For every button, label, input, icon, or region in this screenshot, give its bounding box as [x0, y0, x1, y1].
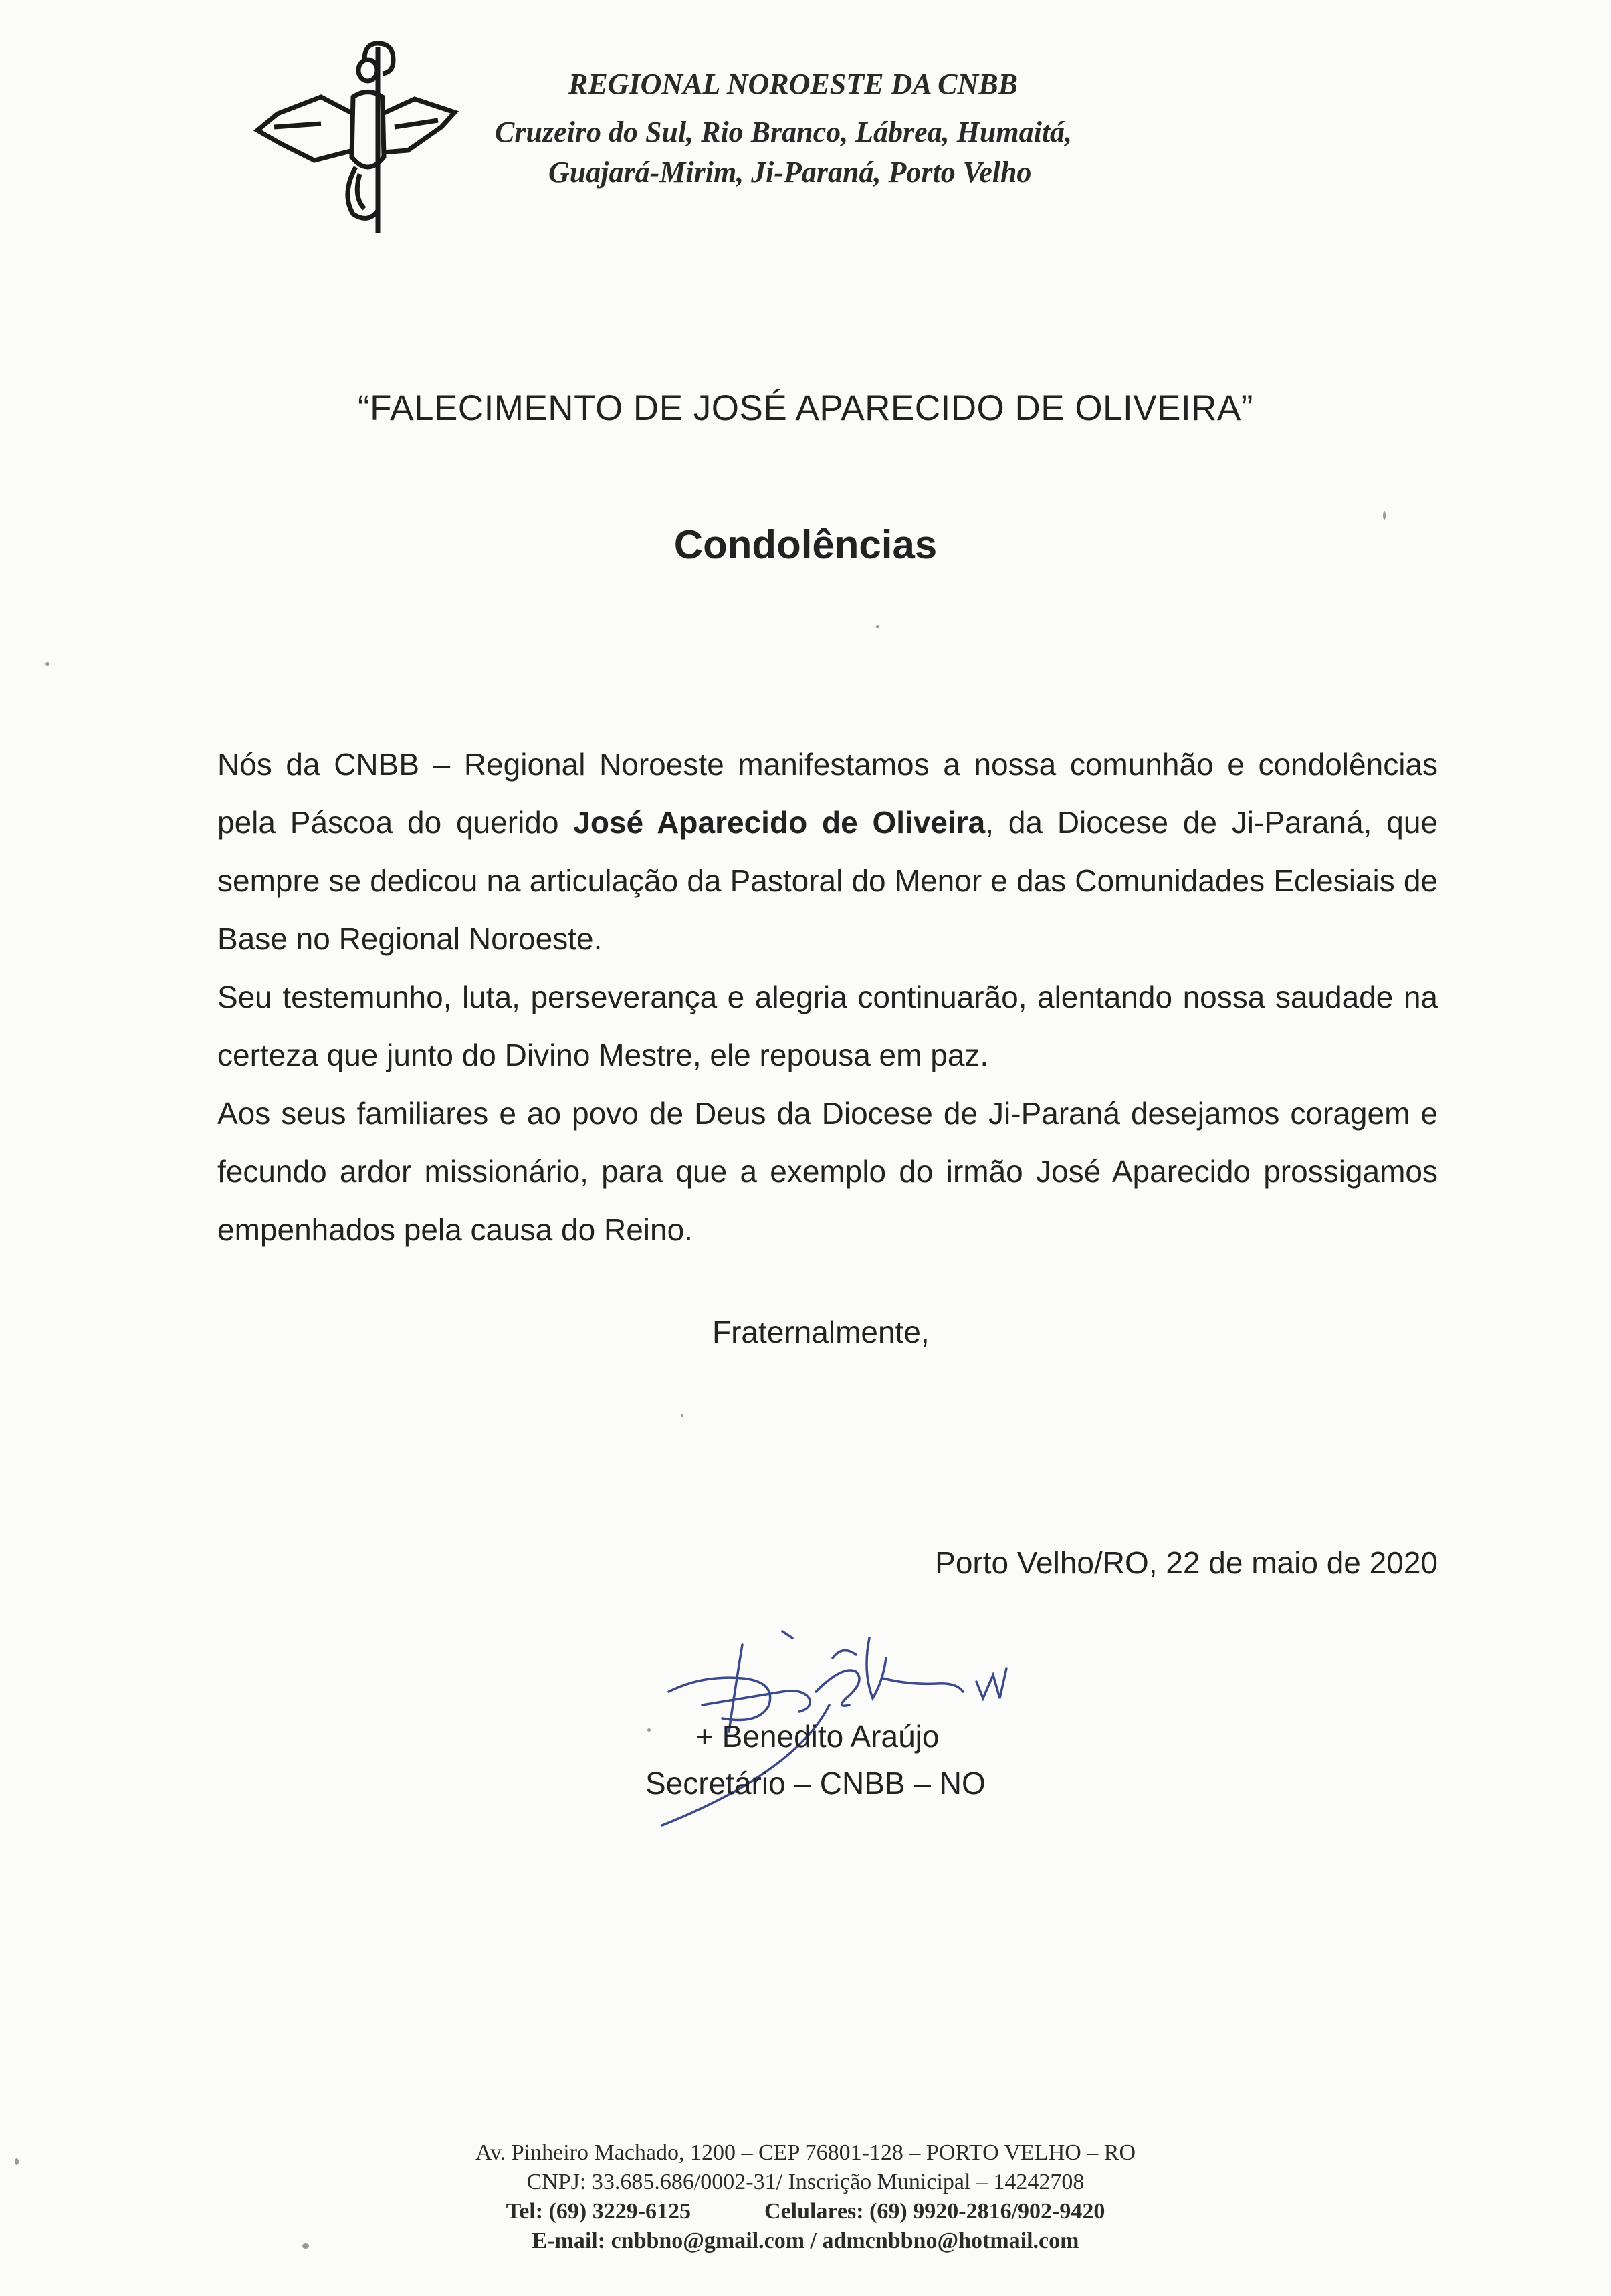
scan-speck [647, 1728, 651, 1732]
scan-speck [1383, 511, 1386, 520]
footer-cell: Celulares: (69) 9920-2816/902-9420 [764, 2199, 1105, 2224]
letter-body [217, 735, 1438, 1259]
scan-speck [681, 1414, 683, 1417]
scan-speck [45, 662, 49, 666]
letter-footer [0, 2138, 1611, 2256]
letterhead-dioceses-line2: Guajará-Mirim, Ji-Paraná, Porto Velho [548, 156, 1032, 189]
body-p1-text-a: Nós da CNBB – Regional Noroeste manifestamos a nossa comunhão e condolências pela Páscoa do querido [217, 747, 1438, 840]
deceased-name: José Aparecido de Oliveira [573, 805, 986, 840]
body-paragraph-1 [217, 735, 1438, 968]
dateline: Porto Velho/RO, 22 de maio de 2020 [935, 1545, 1438, 1580]
footer-email: E-mail: cnbbno@gmail.com / admcnbbno@hotmail.com [532, 2228, 1079, 2253]
letter-subtitle: Condolências [673, 522, 938, 567]
scan-speck [15, 2158, 19, 2165]
letter-title: “FALECIMENTO DE JOSÉ APARECIDO DE OLIVEIRA” [358, 388, 1253, 428]
footer-ids: CNPJ: 33.685.686/0002-31/ Inscrição Municipal – 14242708 [526, 2170, 1085, 2194]
body-paragraph-2: Seu testemunho, luta, perseverança e alegria continuarão, alentando nossa saudade na certeza que junto do Divino Mestre, ele repousa em paz. [217, 980, 1438, 1072]
dove-cross-logo-icon [241, 33, 468, 241]
closing-salutation: Fraternalmente, [712, 1314, 930, 1349]
footer-tel: Tel: (69) 3229-6125 [506, 2199, 691, 2224]
footer-phones [0, 2197, 1611, 2226]
body-p1-text-b: , da Diocese de Ji-Paraná, que sempre se dedicou na articulação da Pastoral do Menor e das Comunidades Eclesiais de Base no Regional Noroeste. [217, 805, 1438, 956]
scan-speck [302, 2243, 309, 2249]
body-paragraph-3: Aos seus familiares e ao povo de Deus da Diocese de Ji-Paraná desejamos coragem e fecundo ardor missionário, para que a exemplo do irmão José Aparecido prossigamos empenhados pela causa do Reino. [217, 1096, 1438, 1247]
letterhead-dioceses-line1: Cruzeiro do Sul, Rio Branco, Lábrea, Humaitá, [495, 116, 1073, 148]
letterhead-org: REGIONAL NOROESTE DA CNBB [568, 68, 1018, 100]
signer-name: + Benedito Araújo [695, 1719, 940, 1754]
scan-speck [876, 625, 879, 628]
footer-address: Av. Pinheiro Machado, 1200 – CEP 76801-128 – PORTO VELHO – RO [475, 2140, 1136, 2165]
signer-role: Secretário – CNBB – NO [645, 1766, 986, 1801]
